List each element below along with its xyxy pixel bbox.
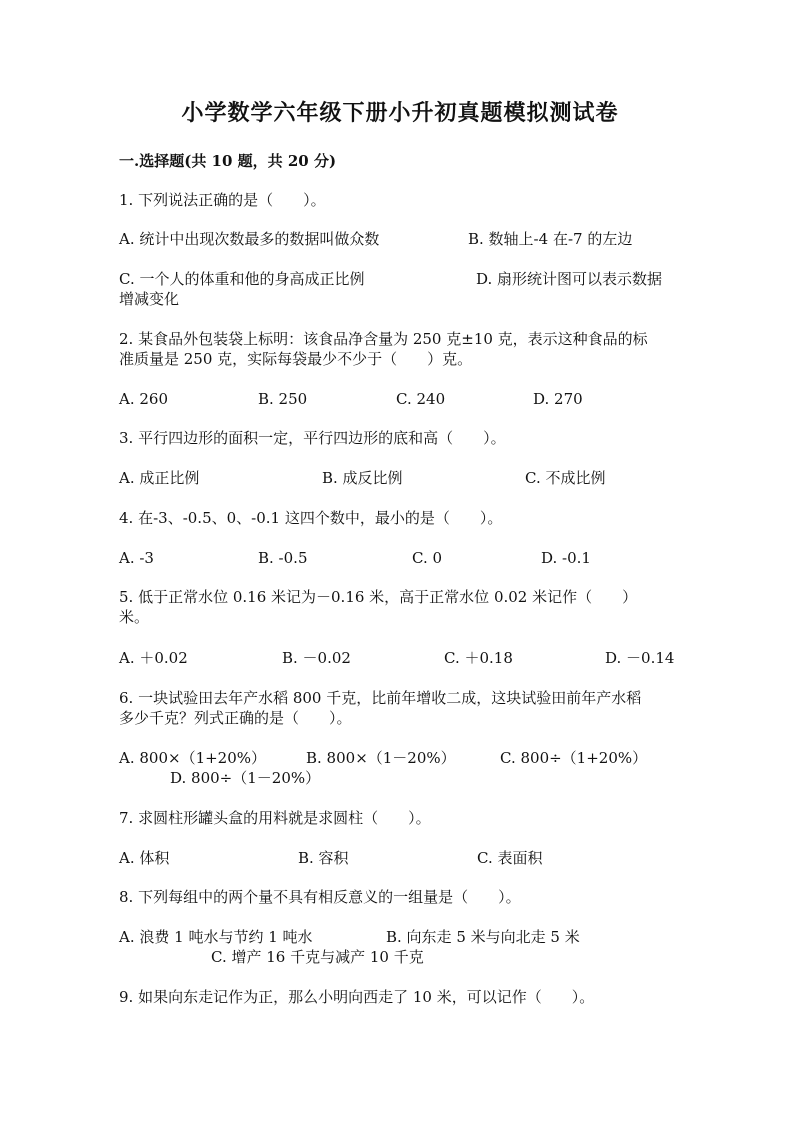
question-8-option-c: C. 增产 16 千克与减产 10 千克: [211, 948, 424, 966]
question-1-option-a: A. 统计中出现次数最多的数据叫做众数: [119, 230, 380, 248]
question-6-option-d: D. 800÷（1－20%）: [170, 769, 321, 787]
page-title: 小学数学六年级下册小升初真题模拟测试卷: [181, 100, 619, 126]
question-2-option-c: C. 240: [396, 390, 446, 408]
question-7-option-b: B. 容积: [298, 849, 349, 867]
question-1-option-d: D. 扇形统计图可以表示数据: [476, 270, 663, 288]
question-7-option-c: C. 表面积: [477, 849, 543, 867]
question-4-option-c: C. 0: [412, 549, 443, 567]
question-4-option-d: D. -0.1: [541, 549, 591, 567]
question-7-option-a: A. 体积: [119, 849, 170, 867]
question-2-stem: 2. 某食品外包装袋上标明：该食品净含量为 250 克±10 克，表示这种食品的标: [119, 330, 648, 348]
question-2-stem-continued: 准质量是 250 克，实际每袋最少不少于（ ）克。: [119, 350, 473, 368]
question-4-option-a: A. -3: [119, 549, 154, 567]
question-1-option-c: C. 一个人的体重和他的身高成正比例: [119, 270, 365, 288]
question-2-option-a: A. 260: [119, 390, 168, 408]
question-8-option-a: A. 浪费 1 吨水与节约 1 吨水: [119, 928, 313, 946]
question-8-option-b: B. 向东走 5 米与向北走 5 米: [386, 928, 580, 946]
question-8-stem: 8. 下列每组中的两个量不具有相反意义的一组量是（ ）。: [119, 888, 521, 906]
question-5-option-b: B. －0.02: [282, 649, 351, 667]
question-2-option-d: D. 270: [533, 390, 583, 408]
question-3-option-a: A. 成正比例: [119, 469, 200, 487]
question-2-option-b: B. 250: [258, 390, 308, 408]
question-5-stem-continued: 米。: [119, 608, 150, 626]
question-6-stem-continued: 多少千克？列式正确的是（ ）。: [119, 709, 352, 727]
question-3-stem: 3. 平行四边形的面积一定，平行四边形的底和高（ ）。: [119, 429, 506, 447]
question-4-option-b: B. -0.5: [258, 549, 308, 567]
question-9-stem: 9. 如果向东走记作为正，那么小明向西走了 10 米，可以记作（ ）。: [119, 988, 595, 1006]
question-7-stem: 7. 求圆柱形罐头盒的用料就是求圆柱（ ）。: [119, 809, 431, 827]
question-4-stem: 4. 在-3、-0.5、0、-0.1 这四个数中，最小的是（ ）。: [119, 509, 503, 527]
question-5-option-a: A. ＋0.02: [119, 649, 188, 667]
question-6-stem: 6. 一块试验田去年产水稻 800 千克，比前年增收二成，这块试验田前年产水稻: [119, 689, 642, 707]
question-1-option-d-continued: 增减变化: [119, 290, 180, 308]
question-6-option-a: A. 800×（1+20%）: [119, 749, 267, 767]
question-6-option-b: B. 800×（1－20%）: [306, 749, 456, 767]
question-3-option-c: C. 不成比例: [525, 469, 606, 487]
question-1-stem: 1. 下列说法正确的是（ ）。: [119, 191, 326, 209]
question-1-option-b: B. 数轴上-4 在-7 的左边: [468, 230, 633, 248]
question-5-stem: 5. 低于正常水位 0.16 米记为－0.16 米，高于正常水位 0.02 米记作（ ）: [119, 588, 638, 606]
question-5-option-c: C. ＋0.18: [444, 649, 513, 667]
question-6-option-c: C. 800÷（1+20%）: [500, 749, 648, 767]
section-heading: 一.选择题(共 10 题，共 20 分): [119, 152, 337, 170]
question-5-option-d: D. －0.14: [605, 649, 675, 667]
question-3-option-b: B. 成反比例: [322, 469, 403, 487]
